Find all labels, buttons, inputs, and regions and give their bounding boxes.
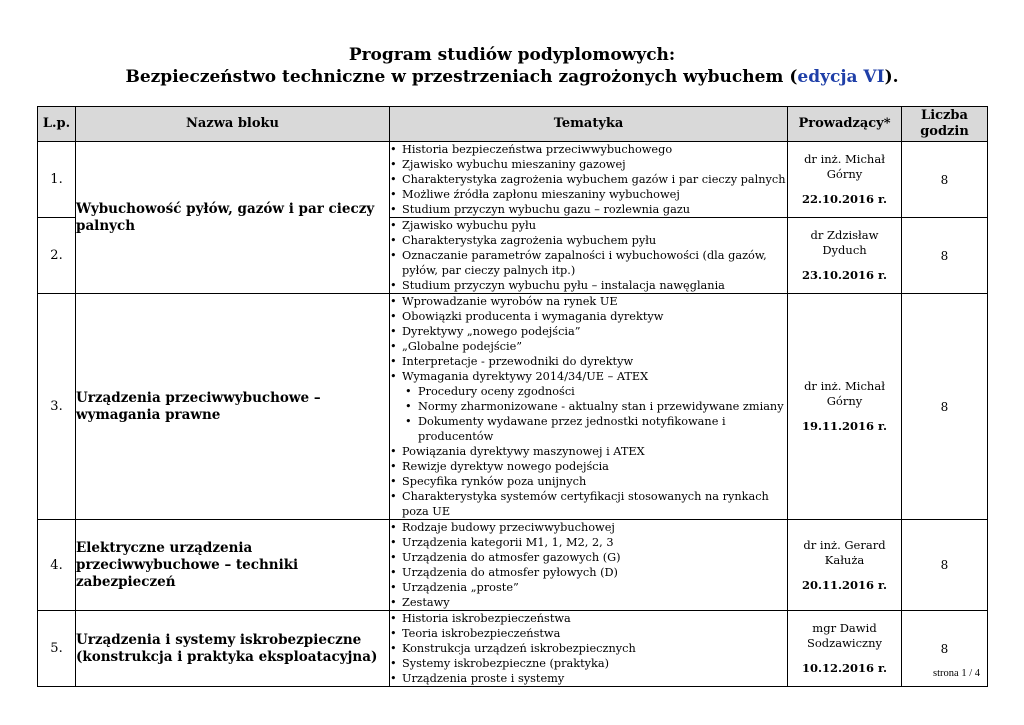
session-date: 23.10.2016 r.: [801, 268, 888, 282]
topic-item: • Zjawisko wybuchu mieszaniny gazowej: [390, 157, 787, 172]
topic-item: • Urządzenia do atmosfer gazowych (G): [390, 550, 787, 565]
topics-cell: [390, 520, 788, 611]
topic-list: [390, 520, 787, 610]
block-name: Urządzenia przeciwwybuchowe – wymagania prawne: [76, 294, 390, 520]
table-row: [38, 294, 988, 520]
topic-list: [390, 142, 787, 217]
session-date: 20.11.2016 r.: [801, 577, 888, 592]
page-number: strona 1 / 4: [933, 668, 980, 679]
topics-cell: [390, 611, 788, 687]
lecturer-cell: [788, 611, 902, 687]
topic-item: • Zestawy: [390, 595, 787, 610]
topic-item: • Konstrukcja urządzeń iskrobezpiecznych: [390, 641, 787, 656]
header-lp: L.p.: [38, 107, 76, 142]
topic-item: • Interpretacje - przewodniki do dyrektyw: [390, 354, 787, 369]
hours-cell: 8: [902, 294, 988, 520]
topic-list: [390, 611, 787, 686]
topic-item: • Historia bezpieczeństwa przeciwwybuchowego: [390, 142, 787, 157]
topic-item: • Powiązania dyrektywy maszynowej i ATEX: [390, 444, 787, 459]
row-number: 3.: [38, 294, 76, 520]
topic-list: [390, 294, 787, 519]
topics-cell: [390, 142, 788, 218]
lecturer-cell: [788, 294, 902, 520]
row-number: 5.: [38, 611, 76, 687]
topic-item: • Urządzenia proste i systemy: [390, 671, 787, 686]
session-date: 10.12.2016 r.: [801, 661, 888, 675]
row-number: 2.: [38, 218, 76, 294]
block-name: Wybuchowość pyłów, gazów i par cieczy palnych: [76, 142, 390, 294]
header-lecturer: Prowadzący*: [788, 107, 902, 142]
hours-cell: 8: [902, 218, 988, 294]
topic-item: • Rewizje dyrektyw nowego podejścia: [390, 459, 787, 474]
topic-item: • Urządzenia kategorii M1, 1, M2, 2, 3: [390, 535, 787, 550]
topic-item: • Urządzenia „proste”: [390, 580, 787, 595]
topic-item: • Obowiązki producenta i wymagania dyrektyw: [390, 309, 787, 324]
lecturer-name: dr Zdzisław Dyduch: [810, 228, 879, 257]
topics-cell: [390, 218, 788, 294]
header-topics: Tematyka: [390, 107, 788, 142]
topic-item: • Zjawisko wybuchu pyłu: [390, 218, 787, 233]
topic-item: • Dyrektywy „nowego podejścia”: [390, 324, 787, 339]
hours-cell: 8: [902, 142, 988, 218]
topic-item: • Rodzaje budowy przeciwwybuchowej: [390, 520, 787, 535]
program-table: [37, 106, 988, 687]
topic-item: • Wprowadzanie wyrobów na rynek UE: [390, 294, 787, 309]
title-line-1: Program studiów podyplomowych:: [348, 45, 676, 65]
topic-item: • Charakterystyka systemów certyfikacji stosowanych na rynkach poza UE: [390, 489, 787, 519]
topic-item: • „Globalne podejście”: [390, 339, 787, 354]
topic-list: [390, 218, 787, 293]
subtopic-item: • Procedury oceny zgodności: [390, 384, 787, 399]
hours-cell: 8: [902, 520, 988, 611]
title-line-2-end: ).: [884, 67, 899, 87]
hours-cell: 8: [902, 611, 988, 687]
block-name: Urządzenia i systemy iskrobezpieczne (konstrukcja i praktyka eksploatacyjna): [76, 611, 390, 687]
topic-item: • Wymagania dyrektywy 2014/34/UE – ATEX: [390, 369, 787, 384]
table-row: [38, 142, 988, 218]
session-date: 22.10.2016 r.: [801, 192, 888, 206]
topic-item: • Oznaczanie parametrów zapalności i wybuchowości (dla gazów, pyłów, par cieczy palnych itp.): [390, 248, 787, 278]
topics-cell: [390, 294, 788, 520]
topic-item: • Teoria iskrobezpieczeństwa: [390, 626, 787, 641]
topic-item: • Charakterystyka zagrożenia wybuchem pyłu: [390, 233, 787, 248]
subtopic-item: • Dokumenty wydawane przez jednostki notyfikowane i producentów: [390, 414, 787, 444]
table-row: [38, 520, 988, 611]
topic-item: • Historia iskrobezpieczeństwa: [390, 611, 787, 626]
topic-item: • Charakterystyka zagrożenia wybuchem gazów i par cieczy palnych: [390, 172, 787, 187]
topic-item: • Urządzenia do atmosfer pyłowych (D): [390, 565, 787, 580]
lecturer-name: dr inż. Michał Górny: [804, 152, 885, 181]
edition-label: edycja VI: [797, 67, 885, 87]
topic-item: • Systemy iskrobezpieczne (praktyka): [390, 656, 787, 671]
lecturer-cell: [788, 142, 902, 218]
lecturer-name: dr inż. Michał Górny: [804, 379, 885, 408]
lecturer-name: dr inż. Gerard Kałuża: [803, 537, 886, 567]
subtopic-item: • Normy zharmonizowane - aktualny stan i przewidywane zmiany: [390, 399, 787, 414]
header-block: Nazwa bloku: [76, 107, 390, 142]
title-line-2-text: Bezpieczeństwo techniczne w przestrzeniach zagrożonych wybuchem (: [125, 67, 798, 87]
block-name: Elektryczne urządzenia przeciwwybuchowe – techniki zabezpieczeń: [76, 520, 390, 611]
topic-item: • Studium przyczyn wybuchu gazu – rozlewnia gazu: [390, 202, 787, 217]
table-row: [38, 611, 988, 687]
table-header-row: [38, 107, 988, 142]
topic-item: • Specyfika rynków poza unijnych: [390, 474, 787, 489]
lecturer-name: mgr Dawid Sodzawiczny: [806, 621, 882, 650]
title-line-2: [0, 66, 1024, 88]
row-number: 1.: [38, 142, 76, 218]
header-hours: Liczba godzin: [902, 107, 988, 142]
topic-item: • Możliwe źródła zapłonu mieszaniny wybuchowej: [390, 187, 787, 202]
row-number: 4.: [38, 520, 76, 611]
lecturer-cell: [788, 520, 902, 611]
topic-item: • Studium przyczyn wybuchu pyłu – instalacja nawęglania: [390, 278, 787, 293]
session-date: 19.11.2016 r.: [801, 419, 888, 433]
lecturer-cell: [788, 218, 902, 294]
document-title: [0, 44, 1024, 88]
